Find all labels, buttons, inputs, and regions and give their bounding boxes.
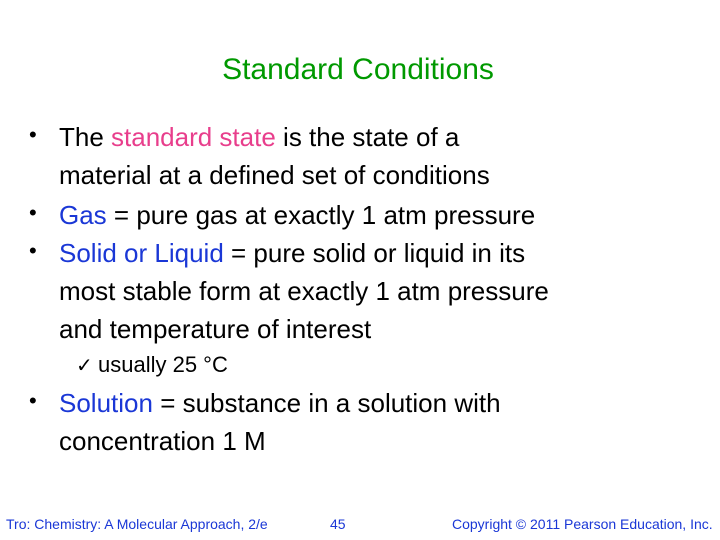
bullet-line: The standard state is the state of a: [59, 122, 460, 152]
sub-bullet-temperature: [76, 346, 228, 385]
keyword-standard-state: standard state: [111, 122, 276, 152]
bullet-gas: [29, 196, 699, 234]
bullet-solid-liquid: [29, 234, 699, 348]
bullet-line: Gas = pure gas at exactly 1 atm pressure: [59, 200, 536, 230]
footer-page-number: 45: [330, 516, 346, 532]
keyword-solution: Solution: [59, 388, 153, 418]
bullet-dot: •: [29, 388, 37, 413]
bullet-line: and temperature of interest: [59, 314, 372, 344]
bullet-line: Solution = substance in a solution with: [59, 388, 501, 418]
bullet-solution: [29, 384, 699, 460]
keyword-solid-liquid: Solid or Liquid: [59, 238, 224, 268]
bullet-line: most stable form at exactly 1 atm pressure: [59, 276, 549, 306]
slide-title: Standard Conditions: [222, 53, 494, 86]
checkmark-icon: ✓: [76, 355, 93, 377]
bullet-dot: •: [29, 238, 37, 263]
sub-bullet-text: usually 25 °C: [98, 352, 228, 377]
bullet-standard-state: [29, 118, 699, 194]
bullet-dot: •: [29, 200, 37, 225]
bullet-line: material at a defined set of conditions: [59, 160, 490, 190]
bullet-line: Solid or Liquid = pure solid or liquid in its: [59, 238, 526, 268]
keyword-gas: Gas: [59, 200, 107, 230]
footer-copyright: Copyright © 2011 Pearson Education, Inc.: [452, 516, 713, 532]
bullet-line: concentration 1 M: [59, 426, 266, 456]
bullet-dot: •: [29, 122, 37, 147]
footer-book-title: Tro: Chemistry: A Molecular Approach, 2/e: [6, 516, 268, 532]
